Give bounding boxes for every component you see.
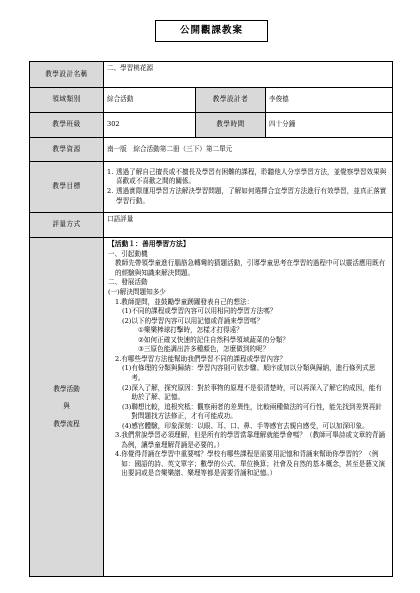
goal-text: 透過實際運用學習方法解決學習問題，了解如何選擇合宜學習方法進行有效學習，並真正落實學習行動。 xyxy=(116,187,387,205)
label-time: 教學時間 xyxy=(196,113,266,138)
row-goals xyxy=(30,162,393,213)
activity-line-marker: (2) xyxy=(122,316,132,325)
label-activity-top: 教學活動 xyxy=(53,384,80,393)
activity-line-marker: (2) xyxy=(122,383,132,392)
activity-line xyxy=(108,355,388,365)
activity-line xyxy=(108,431,388,450)
activity-line-text: 深入了解，探究原因：對於事物的原理不是很清楚時，可以再深入了解它的成因，能有助於了解、記憶。 xyxy=(131,383,382,402)
value-goals xyxy=(104,162,393,213)
activity-line-text: 解決問題知多少 xyxy=(119,288,166,297)
activity-line-marker: (一) xyxy=(108,288,120,297)
activity-line-marker: (1) xyxy=(122,364,132,373)
activity-line-text: 你覺得背誦在學習中重要嗎？學校有哪些課程是需要用記憶和背誦來幫助你學習的？（例如：國語的詩、英文單字；數學的公式、單位換算；社會及自然的基本概念，甚至是藝文演出要詞或是音樂樂譜、樂理等都是需要背誦和記憶。） xyxy=(121,450,386,478)
activity-line-marker: 4. xyxy=(115,450,122,459)
label-goals: 教學目標 xyxy=(30,162,104,213)
activity-line xyxy=(108,336,388,346)
activity-line-text: 感官體驗，印象深刻：以眼、耳、口、鼻、手等感官去親自感受，可以加深印象。 xyxy=(131,421,369,430)
label-field: 領域類別 xyxy=(30,88,104,113)
label-resource: 教學資源 xyxy=(30,138,104,162)
activity-line-text: 以下的學習內容可以用記憶或背誦來學習嗎？ xyxy=(131,316,264,325)
label-assessment: 評量方式 xyxy=(30,213,104,238)
label-class: 教學班級 xyxy=(30,113,104,138)
activity-line xyxy=(108,298,388,308)
activity-line-marker: ③ xyxy=(138,345,144,354)
activity-line-text: 【活動１：善用學習方法】 xyxy=(108,240,190,248)
activity-line xyxy=(108,326,388,336)
activity-line-text: 有條理的分類與歸納：學習內容則可依步驟、順序或加以分類與歸納，進行條列式思考。 xyxy=(131,364,376,382)
value-field: 綜合活動 xyxy=(104,88,196,113)
row-activity xyxy=(30,238,393,577)
lesson-plan-table xyxy=(29,61,393,577)
value-design-name: 二、學習桃花源 xyxy=(104,62,393,88)
activity-line-marker: 1. xyxy=(115,297,122,306)
activity-line-text: 不同的課程或學習內容可以用相同的學習方法嗎？ xyxy=(131,307,277,316)
activity-line xyxy=(108,403,388,422)
activity-line xyxy=(108,250,388,260)
activity-line-text: 教師先帶領學童進行腦筋急轉彎的猜題活動，引導學童思考在學習的過程中可以靈活應用既有的經驗與知識來解決問題。 xyxy=(115,259,386,277)
activity-line-text: 如何正確又快速的記住自然科學領域蔬菜的分類？ xyxy=(143,335,289,344)
activity-line-text: 教師提問，並鼓勵學童踴躍發表自己的想法： xyxy=(121,297,254,306)
label-activity xyxy=(30,238,104,577)
goal-item xyxy=(107,187,389,206)
label-activity-bottom: 教學流程 xyxy=(53,419,80,428)
activity-line-text: 三原色能調出許多種顏色，怎麼做到的呢？ xyxy=(143,345,270,354)
goal-number: 1. xyxy=(107,167,114,176)
activity-line-text: 有哪些學習方法能幫助我們學習不同的課程或學習內容？ xyxy=(121,354,287,363)
value-assessment: 口語評量 xyxy=(104,213,393,238)
value-designer: 李俊德 xyxy=(266,88,393,113)
activity-line-text: 發展活動 xyxy=(121,278,148,287)
activity-line-text: 引起動機 xyxy=(121,249,148,258)
activity-line xyxy=(108,259,388,278)
label-design-name: 教學設計名稱 xyxy=(30,62,104,88)
activity-line xyxy=(108,240,388,250)
activity-line xyxy=(108,288,388,298)
value-resource: 南一版 綜合活動第二冊（三下）第二單元 xyxy=(104,138,393,162)
activity-line-text: 我們常說學習必須理解，但是所有的學習當靠理解就能學會嗎？（教師可舉詩或文章的背誦為例，讓學童理解背誦是必要的。） xyxy=(121,431,386,449)
activity-content xyxy=(104,238,393,577)
activity-line-text: 聯想比較，追根究柢：觀察兩者的差異性，比較兩種做法的可行性，能先找到差異再針對問題找方法修正，才有可能成功。 xyxy=(131,402,382,421)
activity-line xyxy=(108,450,388,479)
activity-line xyxy=(108,278,388,288)
activity-line-marker: 一、 xyxy=(108,249,122,258)
activity-line-marker: 2. xyxy=(115,354,122,363)
activity-line xyxy=(108,364,388,383)
activity-line-marker: 二、 xyxy=(108,278,122,287)
activity-line-marker: ② xyxy=(138,335,144,344)
goal-item xyxy=(107,168,389,187)
activity-line xyxy=(108,422,388,432)
activity-line-marker: ① xyxy=(138,326,144,335)
row-resource xyxy=(30,138,393,162)
value-time: 四十分鐘 xyxy=(266,113,393,138)
activity-line xyxy=(108,384,388,403)
goal-text: 透過了解自己擅長或不擅長及學習有困難的課程，聆聽他人分享學習方法，並覺察學習效果與喜歡或不喜歡之間的關係。 xyxy=(116,167,387,186)
activity-line-text: 樂樂棒球打擊時，怎樣才打得遠？ xyxy=(143,326,243,335)
row-field xyxy=(30,88,393,113)
label-activity-mid: 與 xyxy=(63,402,70,411)
activity-line-marker: 3. xyxy=(115,431,122,440)
activity-line xyxy=(108,307,388,317)
activity-line-marker: (3) xyxy=(122,402,132,411)
row-assessment xyxy=(30,213,393,238)
activity-line-marker: (4) xyxy=(122,421,132,430)
value-class: 302 xyxy=(104,113,196,138)
activity-line-marker: (1) xyxy=(122,307,132,316)
activity-line xyxy=(108,345,388,355)
document-title: 公開觀課教案 xyxy=(155,20,268,42)
row-class xyxy=(30,113,393,138)
activity-line xyxy=(108,317,388,327)
goal-number: 2. xyxy=(107,187,114,195)
row-design-name xyxy=(30,62,393,88)
label-designer: 教學設計者 xyxy=(196,88,266,113)
